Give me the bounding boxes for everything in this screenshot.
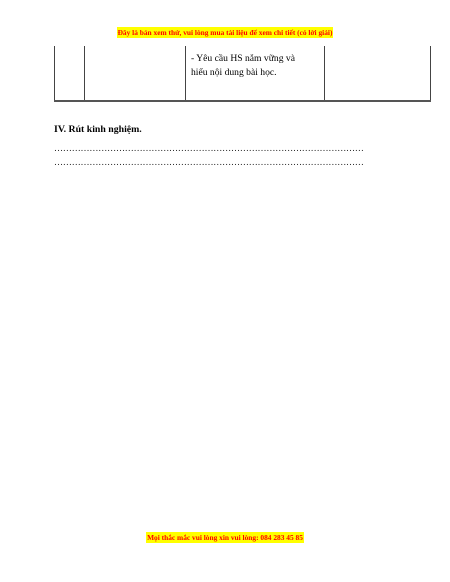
preview-notice-text: Đây là bản xem thử, vui lòng mua tài liệu để xem chi tiết (có lời giải) [117, 28, 333, 37]
contact-banner [0, 533, 450, 543]
cell-text-block [186, 46, 324, 80]
cell-line-1: - Yêu cầu HS nắm vững và [191, 53, 295, 64]
preview-notice-banner [0, 28, 450, 38]
table-cell-3 [186, 46, 325, 101]
table-cell-4 [325, 46, 431, 101]
lesson-activity-table [54, 46, 431, 102]
contact-text: Mọi thắc mắc vui lòng xin vui lòng: 084 283 45 85 [147, 533, 303, 542]
dotted-writing-line-1: …………………………………………………………………………………………… [54, 143, 364, 153]
table-cell-1 [55, 46, 85, 101]
table-cell-2 [85, 46, 186, 101]
section-heading: IV. Rút kinh nghiệm. [54, 124, 142, 135]
dotted-writing-line-2: …………………………………………………………………………………………… [54, 157, 364, 167]
table-row [55, 46, 431, 101]
cell-line-2: hiểu nội dung bài học. [191, 67, 277, 78]
